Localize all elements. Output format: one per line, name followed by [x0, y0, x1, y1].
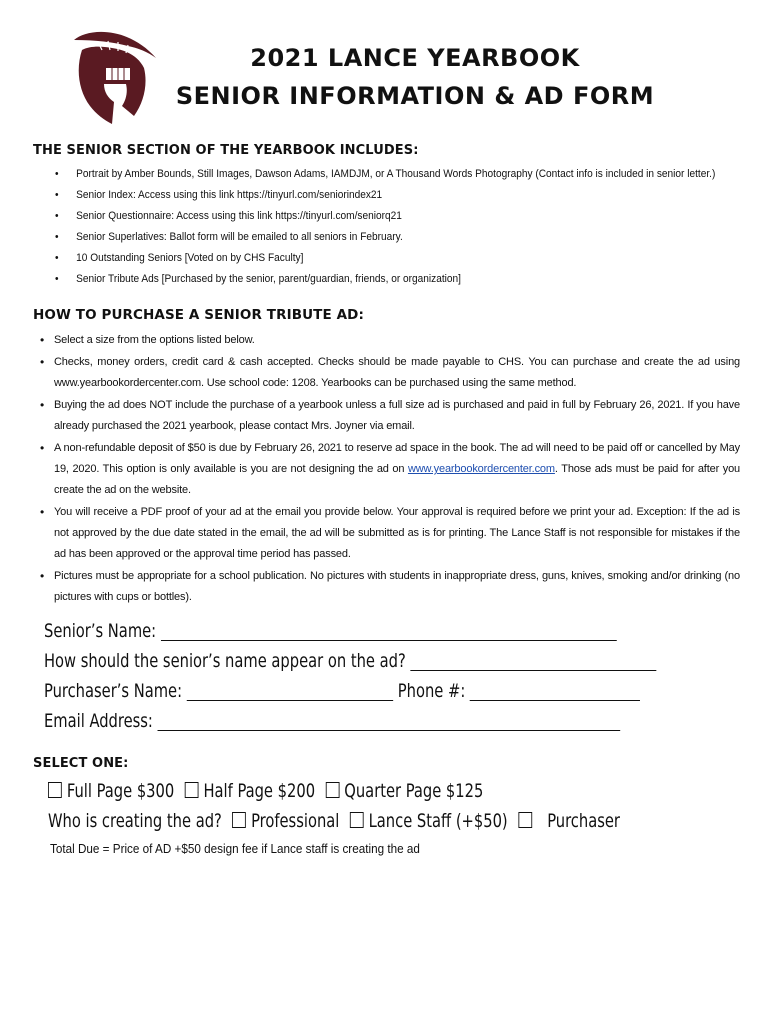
purchase-list	[40, 330, 740, 609]
list-item: • Senior Tribute Ads [Purchased by the senior, parent/guardian, friends, or organization]	[55, 269, 715, 290]
list-item: • 10 Outstanding Seniors [Voted on by CHS Faculty]	[55, 248, 715, 269]
list-item: • Buying the ad does NOT include the purchase of a yearbook unless a full size ad is purchased and paid in full by February 26, 2021. If you have already purchased the 2021 yearbook, please contact Mrs. Joyner via email.	[40, 395, 740, 437]
lance-staff-checkbox[interactable]	[350, 812, 364, 828]
list-item: • Checks, money orders, credit card & cash accepted. Checks should be made payable to CHS. You can purchase and create the ad using www.yearbookordercenter.com. Use school code: 1208. Yearbooks can be purchased using the same method.	[40, 352, 740, 394]
phone-label: Phone #:	[397, 680, 466, 702]
phone-line[interactable]	[470, 682, 640, 701]
purchase-heading: HOW TO PURCHASE A SENIOR TRIBUTE AD:	[33, 307, 364, 323]
list-item: • Senior Index: Access using this link https://tinyurl.com/seniorindex21	[55, 185, 715, 206]
who-creating-label: Who is creating the ad?	[48, 810, 222, 832]
purchaser-checkbox[interactable]	[518, 812, 532, 828]
includes-heading: THE SENIOR SECTION OF THE YEARBOOK INCLUDES:	[33, 143, 419, 158]
email-label: Email Address:	[44, 710, 153, 732]
purchasers-name-label: Purchaser’s Name:	[44, 680, 183, 702]
professional-checkbox[interactable]	[232, 812, 246, 828]
form-title-line1: 2021 LANCE YEARBOOK	[250, 44, 580, 72]
yearbook-order-link[interactable]: www.yearbookordercenter.com	[407, 463, 555, 475]
list-item: • Select a size from the options listed below.	[40, 330, 740, 351]
deposit-text-end: . Those ads must be paid for after you create the ad on the website.	[54, 463, 741, 496]
seniors-name-label: Senior’s Name:	[44, 620, 157, 642]
lance-staff-label: Lance Staff (+$50)	[368, 810, 508, 832]
purchasers-name-line[interactable]	[187, 682, 393, 701]
name-appear-label: How should the senior’s name appear on the ad?	[44, 650, 406, 672]
list-item: • Senior Superlatives: Ballot form will be emailed to all seniors in February.	[55, 227, 715, 248]
purchasers-name-field	[44, 680, 640, 702]
half-page-label: Half Page $200	[203, 780, 316, 802]
creator-options	[48, 810, 620, 832]
list-item: • Portrait by Amber Bounds, Still Images, Dawson Adams, IAMDJM, or A Thousand Words Photography (Contact info is included in senior letter.)	[55, 164, 715, 185]
list-item: • Senior Questionnaire: Access using this link https://tinyurl.com/seniorq21	[55, 206, 715, 227]
total-due-note: Total Due = Price of AD +$50 design fee if Lance staff is creating the ad	[50, 841, 420, 856]
select-heading: SELECT ONE:	[33, 756, 129, 771]
list-item: • Pictures must be appropriate for a school publication. No pictures with students in inappropriate dress, guns, knives, smoking and/or drinking (no pictures with cups or bottles).	[40, 566, 740, 608]
deposit-text: A non-refundable deposit of $50 is due by February 26, 2021 to reserve ad space in the book. The ad will need to be paid off or cancelled by May 19, 2020. This option is only available is you are not designing the ad on	[54, 442, 740, 475]
spartan-helmet-icon	[68, 28, 160, 126]
professional-label: Professional	[251, 810, 340, 832]
seniors-name-field	[44, 620, 617, 642]
includes-list	[55, 164, 770, 290]
full-page-checkbox[interactable]	[48, 782, 62, 798]
name-appear-field	[44, 650, 656, 672]
list-item: • You will receive a PDF proof of your ad at the email you provide below. Your approval is required before we print your ad. Exception: If the ad is not approved by the due date stated in the email, the ad will be submitted as is for printing. The Lance Staff is not responsible for mistakes if the ad has been approved or the approval time period has passed.	[40, 502, 740, 565]
seniors-name-line[interactable]	[161, 622, 617, 641]
quarter-page-checkbox[interactable]	[325, 782, 339, 798]
name-appear-line[interactable]	[410, 652, 656, 671]
quarter-page-label: Quarter Page $125	[344, 780, 484, 802]
form-title-line2: SENIOR INFORMATION & AD FORM	[175, 82, 655, 110]
purchaser-label: Purchaser	[547, 810, 620, 832]
full-page-label: Full Page $300	[66, 780, 175, 802]
email-field	[44, 710, 620, 732]
list-item	[40, 438, 740, 501]
half-page-checkbox[interactable]	[185, 782, 199, 798]
email-line[interactable]	[158, 712, 621, 731]
ad-size-options	[48, 780, 483, 802]
